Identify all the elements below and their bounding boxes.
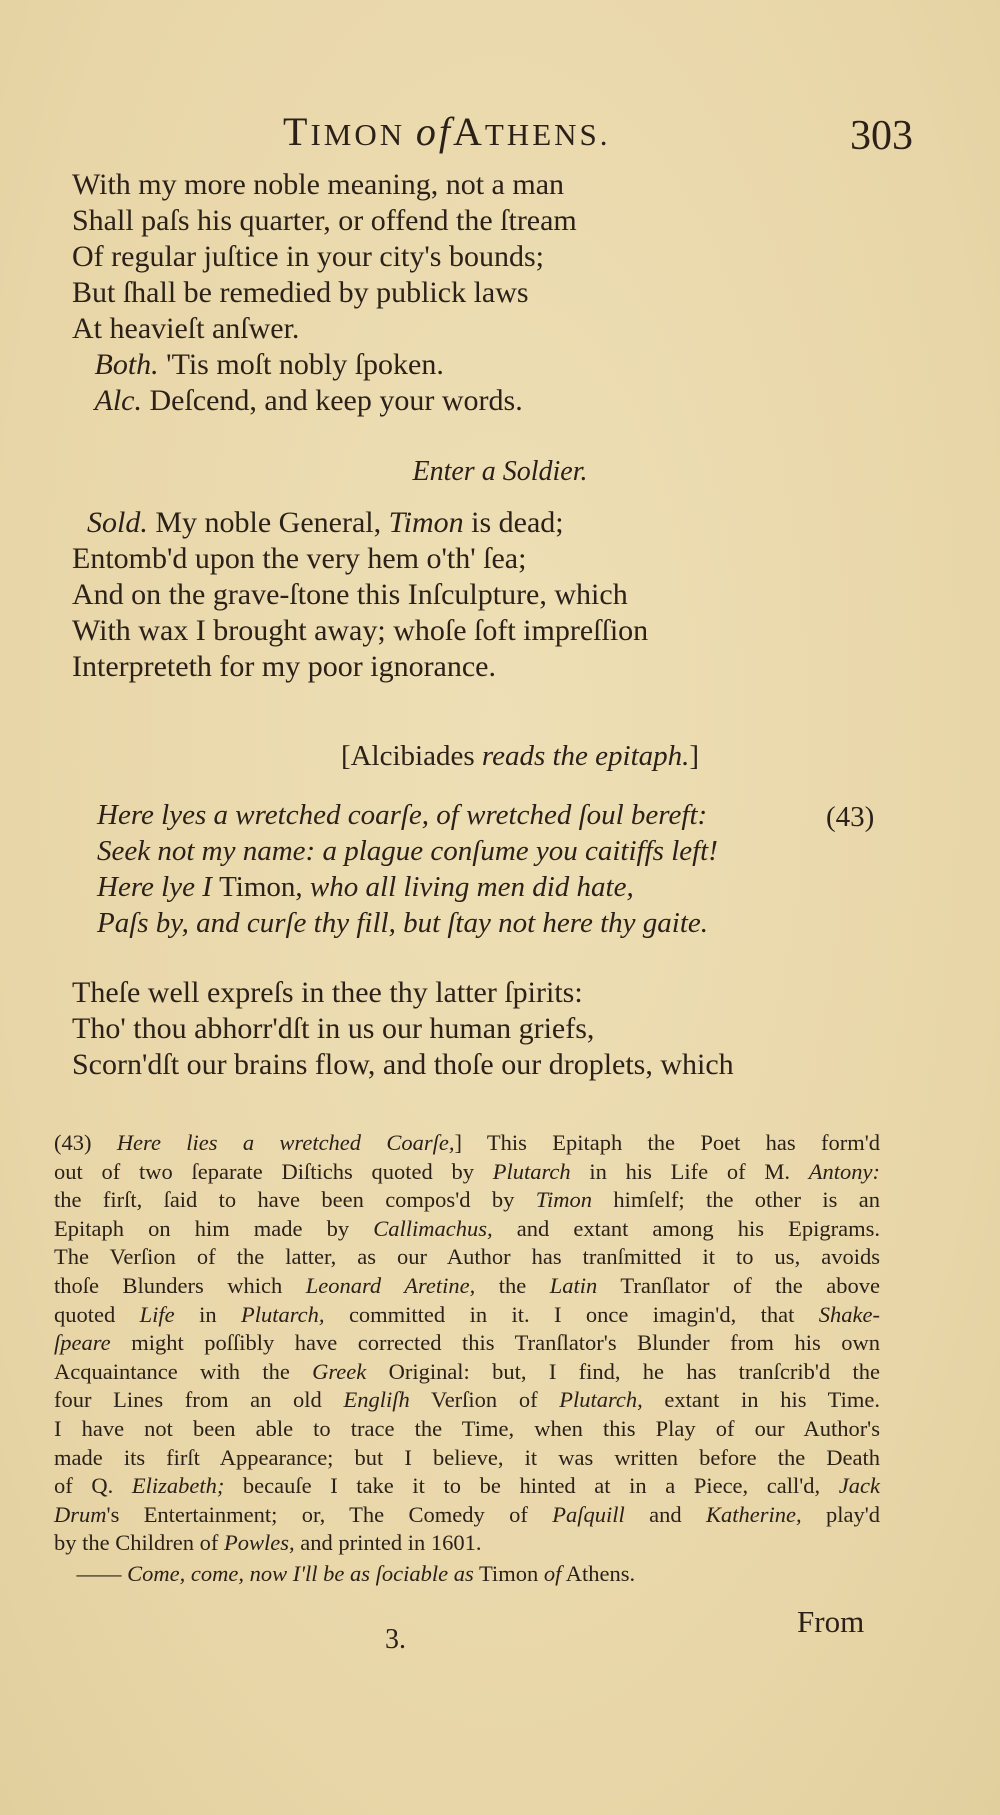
footnote-line (54, 1502, 880, 1528)
italic-text: reads the epitaph. (481, 740, 690, 772)
footnote-line (54, 1130, 880, 1156)
italic-text: of (543, 1561, 562, 1586)
text: Interpreteth for my poor ignorance. (72, 650, 496, 683)
text (72, 384, 95, 417)
text: Of regular juſtice in your city's bounds; (72, 240, 544, 273)
italic-text: Antony: (808, 1158, 881, 1184)
text: The Verſion of the latter, as our Author has tranſmitted it to us, avoids (54, 1244, 880, 1270)
text: But ſhall be remedied by publick laws (72, 276, 529, 309)
text: and (624, 1501, 706, 1527)
text: Tho' thou abhorr'dſt in us our human griefs, (72, 1012, 595, 1045)
footnote-line (54, 1387, 880, 1413)
text: Deſcend, and keep your words. (141, 384, 523, 417)
italic-text: Katherine, (705, 1501, 802, 1527)
footnote-line (54, 1302, 880, 1328)
text: the (475, 1273, 550, 1298)
italic-text: Powles, (223, 1530, 295, 1556)
italic-text: Timon (535, 1187, 592, 1213)
verse-line (72, 650, 496, 684)
text: becauſe I take it to be hinted at in a Piece, call'd, (224, 1473, 839, 1499)
text: With wax I brought away; whoſe ſoft impreſſion (72, 614, 649, 647)
italic-text: Here lies a wretched Coarſe, (116, 1130, 455, 1155)
italic-text: Elizabeth; (131, 1473, 225, 1499)
text: might poſſibly have corrected this Tranſlator's Blunder from his own (110, 1330, 880, 1356)
footnote-line (54, 1445, 880, 1471)
header-title-part: of (415, 109, 453, 154)
text: Theſe well expreſs in thee thy latter ſpirits: (72, 976, 583, 1009)
text: And on the grave-ſtone this Inſculpture, which (72, 578, 628, 611)
text: Verſion of (409, 1387, 560, 1413)
footnote-line (54, 1187, 880, 1213)
text: Shall paſs his quarter, or offend the ſtream (72, 204, 577, 237)
verse-line (72, 168, 564, 202)
text: quoted (54, 1301, 140, 1327)
text: extant in his Time. (642, 1387, 881, 1413)
verse-line (72, 976, 583, 1010)
text (72, 348, 95, 381)
verse-line (72, 240, 544, 274)
footnote-line (54, 1561, 880, 1587)
text: At heavieſt anſwer. (72, 312, 300, 345)
italic-text: Paſs by, and curſe thy fill, but ſtay not here thy gaite. (97, 907, 709, 939)
catchword: From (797, 1604, 865, 1639)
text: thoſe Blunders which (54, 1273, 306, 1298)
text: 'Tis moſt nobly ſpoken. (158, 348, 444, 381)
header-title-part: T (283, 109, 311, 154)
italic-text: Sold. (87, 506, 148, 539)
footnote-line (54, 1330, 880, 1356)
italic-text: Jack (838, 1473, 880, 1499)
text: Epitaph on him made by (54, 1215, 374, 1241)
footnote-line (54, 1273, 880, 1299)
signature-mark: 3. (385, 1624, 406, 1655)
text: four Lines from an old (54, 1387, 344, 1413)
text: is dead; (463, 506, 564, 539)
text: Scorn'dſt our brains flow, and thoſe our droplets, which (72, 1048, 734, 1081)
text: play'd (801, 1501, 880, 1527)
epitaph-line (97, 871, 634, 904)
italic-text: Shake- (818, 1301, 880, 1327)
italic-text: Drum (54, 1501, 107, 1527)
footnote-line (54, 1473, 880, 1499)
italic-text: Come, come, now I'll be as ſociable as (127, 1561, 474, 1586)
italic-text: Greek (312, 1358, 367, 1384)
verse-line (72, 1048, 734, 1082)
text: in (174, 1301, 241, 1327)
italic-text: Plutarch (492, 1158, 571, 1184)
text (72, 506, 87, 539)
italic-text: Life (139, 1301, 175, 1327)
italic-text: Paſquill (552, 1501, 625, 1527)
text: Timon, (219, 871, 310, 903)
verse-line (72, 348, 444, 382)
italic-text: Enter a Soldier. (412, 456, 588, 487)
text: and printed in 1601. (294, 1530, 482, 1556)
verse-line (72, 276, 529, 310)
verse-line (72, 506, 564, 540)
running-header (283, 108, 611, 155)
verse-line (72, 578, 628, 612)
footnote-line (54, 1159, 880, 1185)
italic-text: Plutarch, (241, 1301, 325, 1327)
text: My noble General, (147, 506, 389, 539)
italic-text: Plutarch, (559, 1387, 643, 1413)
text: of Q. (54, 1473, 132, 1499)
stage-direction (0, 456, 1000, 488)
italic-text: Both. (94, 348, 159, 381)
text: I have not been able to trace the Time, when this Play of our Author's (54, 1416, 880, 1441)
text: ] (689, 740, 700, 772)
verse-line (72, 384, 523, 418)
text: by the Children of (54, 1530, 224, 1556)
footnote-line (54, 1244, 880, 1270)
italic-text: Engliſh (343, 1387, 410, 1413)
italic-text: Leonard Aretine, (305, 1273, 476, 1298)
text: Entomb'd upon the very hem o'th' ſea; (72, 542, 527, 575)
italic-text: ſpeare (54, 1330, 111, 1356)
italic-text: Here lye I (97, 871, 220, 903)
italic-text: Latin (549, 1273, 598, 1298)
italic-text: Here lyes a wretched coarſe, of wretched ſoul bereft: (97, 799, 708, 831)
text: Timon (473, 1561, 544, 1586)
header-title-part: IMON (310, 117, 416, 152)
italic-text: Alc. (94, 384, 142, 417)
text: the firſt, ſaid to have been compos'd by (54, 1187, 536, 1213)
italic-text: Callimachus, (373, 1215, 493, 1241)
footnote-reference: (43) (826, 801, 875, 833)
epitaph-line (97, 907, 708, 940)
stage-direction (0, 740, 1000, 773)
text: With my more noble meaning, not a man (72, 168, 565, 201)
text: —— (54, 1561, 128, 1586)
italic-text: Seek not my name: a plague conſume you caitiffs left! (97, 835, 718, 867)
italic-text: who all living men did hate, (309, 871, 634, 903)
text: (43) (54, 1130, 117, 1155)
text: [Alcibiades (340, 740, 482, 772)
verse-line (72, 542, 526, 576)
header-title-part: THENS. (484, 117, 611, 152)
page-number: 303 (850, 113, 913, 159)
text: and extant among his Epigrams. (492, 1215, 880, 1241)
verse-line (72, 312, 299, 346)
epitaph-line (97, 799, 707, 832)
italic-text: Timon (388, 506, 464, 539)
text: Athens. (561, 1561, 636, 1586)
text: 's Entertainment; or, The Comedy of (106, 1501, 553, 1527)
footnote-line (54, 1416, 880, 1442)
verse-line (72, 1012, 594, 1046)
verse-line (72, 614, 648, 648)
text: committed in it. I once imagin'd, that (324, 1301, 819, 1327)
verse-line (72, 204, 577, 238)
footnote-line (54, 1530, 880, 1556)
text: Original: but, I find, he has tranſcrib'd the (366, 1358, 880, 1384)
text: Acquaintance with the (54, 1358, 313, 1384)
text: Tranſlator of the above (597, 1273, 880, 1298)
text: in his Life of M. (570, 1158, 809, 1184)
epitaph-line (97, 835, 718, 868)
text: made its firſt Appearance; but I believe, it was written before the Death (54, 1444, 880, 1470)
header-title-part: A (452, 109, 485, 154)
text: out of two ſeparate Diſtichs quoted by (54, 1158, 493, 1184)
text: himſelf; the other is an (592, 1187, 880, 1213)
footnote-line (54, 1359, 880, 1385)
footnote-line (54, 1216, 880, 1242)
text: ] This Epitaph the Poet has form'd (454, 1130, 881, 1155)
